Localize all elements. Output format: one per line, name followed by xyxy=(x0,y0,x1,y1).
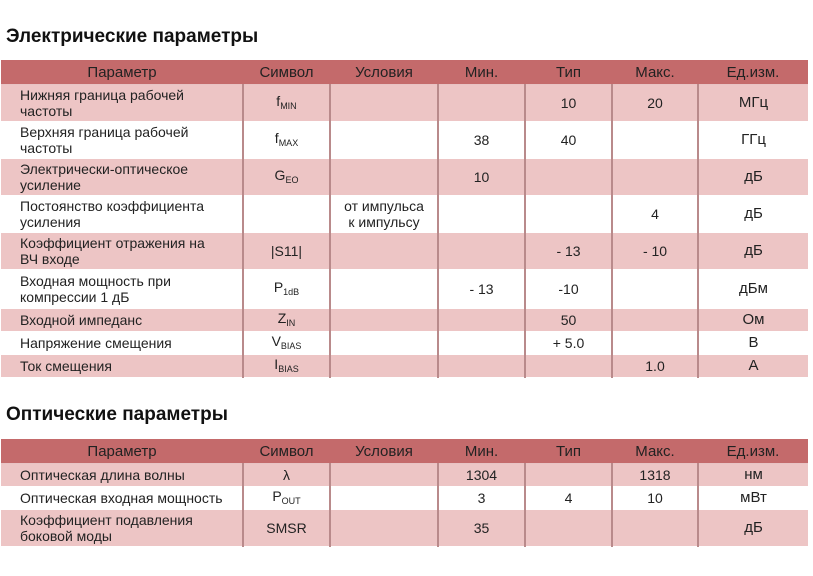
param-cell xyxy=(1,85,243,122)
header-typ: Тип xyxy=(525,439,612,464)
text-line: Оптическая входная мощность xyxy=(20,490,223,506)
text-line: Постоянство коэффициента xyxy=(20,198,205,214)
header-unit: Ед.изм. xyxy=(698,439,808,464)
param-cell xyxy=(1,355,243,378)
optical-params-table xyxy=(1,439,808,547)
table-row xyxy=(1,233,808,270)
min-cell: 35 xyxy=(438,510,525,547)
typ-cell: 10 xyxy=(525,85,612,122)
typ-cell: 50 xyxy=(525,309,612,332)
table-row xyxy=(1,270,808,309)
symbol-cell xyxy=(243,332,330,355)
text-line: усиления xyxy=(20,214,81,230)
header-unit: Ед.изм. xyxy=(698,60,808,85)
unit-cell: дБ xyxy=(698,233,808,270)
conditions-cell xyxy=(330,355,438,378)
min-cell: 38 xyxy=(438,122,525,159)
table-row xyxy=(1,464,808,487)
param-cell xyxy=(1,487,243,510)
param-cell xyxy=(1,233,243,270)
conditions-cell xyxy=(330,159,438,196)
symbol-text: f xyxy=(274,129,279,146)
symbol-text: P xyxy=(272,487,282,504)
text-line: ВЧ входе xyxy=(20,251,80,267)
symbol-subscript: IN xyxy=(286,317,296,328)
symbol-cell xyxy=(243,159,330,196)
text-line: к импульсу xyxy=(348,214,420,230)
table-row xyxy=(1,355,808,378)
max-cell: - 10 xyxy=(612,233,698,270)
header-min: Мин. xyxy=(438,60,525,85)
symbol-text: λ xyxy=(283,467,290,483)
header-min: Мин. xyxy=(438,439,525,464)
typ-cell xyxy=(525,355,612,378)
symbol-cell xyxy=(243,487,330,510)
unit-cell: дБ xyxy=(698,510,808,547)
typ-cell xyxy=(525,159,612,196)
optical-params-title: Оптические параметры xyxy=(6,404,228,425)
max-cell: 10 xyxy=(612,487,698,510)
symbol-subscript: MIN xyxy=(280,100,297,111)
conditions-cell xyxy=(330,270,438,309)
max-cell: 20 xyxy=(612,85,698,122)
header-symbol: Символ xyxy=(243,439,330,464)
conditions-cell xyxy=(330,309,438,332)
min-cell xyxy=(438,196,525,233)
table-row xyxy=(1,85,808,122)
text-line: боковой моды xyxy=(20,528,112,544)
max-cell xyxy=(612,270,698,309)
symbol-subscript: EO xyxy=(285,174,299,185)
max-cell xyxy=(612,332,698,355)
min-cell xyxy=(438,355,525,378)
symbol-cell xyxy=(243,309,330,332)
header-max: Макс. xyxy=(612,439,698,464)
header-row xyxy=(1,60,808,85)
symbol-text: V xyxy=(271,332,281,349)
symbol-text: Z xyxy=(277,309,287,326)
conditions-cell xyxy=(330,464,438,487)
header-typ: Тип xyxy=(525,60,612,85)
symbol-text: f xyxy=(276,92,281,109)
header-param: Параметр xyxy=(1,60,243,85)
min-cell: 3 xyxy=(438,487,525,510)
min-cell xyxy=(438,332,525,355)
unit-cell: дБ xyxy=(698,196,808,233)
table-row xyxy=(1,196,808,233)
param-cell xyxy=(1,122,243,159)
typ-cell xyxy=(525,464,612,487)
symbol-cell xyxy=(243,196,330,233)
text-line: частоты xyxy=(20,103,73,119)
header-conditions: Условия xyxy=(330,60,438,85)
typ-cell: 40 xyxy=(525,122,612,159)
electrical-params-table xyxy=(1,60,808,378)
header-symbol: Символ xyxy=(243,60,330,85)
symbol-cell xyxy=(243,355,330,378)
header-row xyxy=(1,439,808,464)
max-cell xyxy=(612,309,698,332)
table-row xyxy=(1,159,808,196)
typ-cell: - 13 xyxy=(525,233,612,270)
conditions-cell xyxy=(330,510,438,547)
symbol-text: G xyxy=(274,166,286,183)
conditions-cell xyxy=(330,233,438,270)
text-line: Входной импеданс xyxy=(20,312,143,328)
table-row xyxy=(1,309,808,332)
typ-cell: -10 xyxy=(525,270,612,309)
text-line: частоты xyxy=(20,140,73,156)
conditions-cell xyxy=(330,487,438,510)
conditions-cell xyxy=(330,196,438,233)
text-line: Нижняя граница рабочей xyxy=(20,87,184,103)
symbol-subscript: 1dB xyxy=(283,286,300,297)
text-line: Входная мощность при xyxy=(20,273,171,289)
symbol-text: I xyxy=(274,355,279,372)
unit-cell: мВт xyxy=(698,487,808,510)
min-cell: 10 xyxy=(438,159,525,196)
symbol-subscript: MAX xyxy=(278,137,299,148)
symbol-subscript: OUT xyxy=(281,495,301,506)
symbol-text: P xyxy=(273,278,284,295)
min-cell xyxy=(438,309,525,332)
symbol-cell xyxy=(243,233,330,270)
symbol-cell xyxy=(243,85,330,122)
text-line: компрессии 1 дБ xyxy=(20,289,130,305)
text-line: Напряжение смещения xyxy=(20,335,172,351)
conditions-cell xyxy=(330,122,438,159)
symbol-cell xyxy=(243,122,330,159)
symbol-cell xyxy=(243,464,330,487)
header-max: Макс. xyxy=(612,60,698,85)
conditions-cell xyxy=(330,332,438,355)
symbol-cell xyxy=(243,510,330,547)
header-conditions: Условия xyxy=(330,439,438,464)
text-line: Оптическая длина волны xyxy=(20,467,185,483)
table-row xyxy=(1,332,808,355)
max-cell: 1318 xyxy=(612,464,698,487)
table-row xyxy=(1,487,808,510)
max-cell xyxy=(612,122,698,159)
param-cell xyxy=(1,270,243,309)
max-cell: 4 xyxy=(612,196,698,233)
unit-cell: МГц xyxy=(698,85,808,122)
text-line: Электрически-оптическое xyxy=(20,161,189,177)
param-cell xyxy=(1,196,243,233)
header-param: Параметр xyxy=(1,439,243,464)
param-cell xyxy=(1,464,243,487)
min-cell xyxy=(438,233,525,270)
unit-cell: Ом xyxy=(698,309,808,332)
text-line: от импульса xyxy=(344,198,424,214)
typ-cell xyxy=(525,510,612,547)
max-cell xyxy=(612,159,698,196)
min-cell: 1304 xyxy=(438,464,525,487)
param-cell xyxy=(1,309,243,332)
symbol-subscript: BIAS xyxy=(280,340,302,351)
table-row xyxy=(1,510,808,547)
unit-cell: ГГц xyxy=(698,122,808,159)
text-line: усиление xyxy=(20,177,81,193)
symbol-text: SMSR xyxy=(266,520,307,536)
symbol-text: |S11| xyxy=(270,243,303,259)
max-cell: 1.0 xyxy=(612,355,698,378)
typ-cell xyxy=(525,196,612,233)
conditions-cell xyxy=(330,85,438,122)
min-cell xyxy=(438,85,525,122)
unit-cell: В xyxy=(698,332,808,355)
symbol-cell xyxy=(243,270,330,309)
max-cell xyxy=(612,510,698,547)
param-cell xyxy=(1,510,243,547)
typ-cell: + 5.0 xyxy=(525,332,612,355)
unit-cell: А xyxy=(698,355,808,378)
symbol-subscript: BIAS xyxy=(278,363,299,374)
table-row xyxy=(1,122,808,159)
typ-cell: 4 xyxy=(525,487,612,510)
electrical-params-title: Электрические параметры xyxy=(6,26,259,47)
text-line: Коэффициент подавления xyxy=(20,512,193,528)
unit-cell: дБ xyxy=(698,159,808,196)
param-cell xyxy=(1,332,243,355)
unit-cell: нм xyxy=(698,464,808,487)
text-line: Коэффициент отражения на xyxy=(20,235,205,251)
text-line: Ток смещения xyxy=(20,358,112,374)
text-line: Верхняя граница рабочей xyxy=(20,124,189,140)
unit-cell: дБм xyxy=(698,270,808,309)
param-cell xyxy=(1,159,243,196)
min-cell: - 13 xyxy=(438,270,525,309)
